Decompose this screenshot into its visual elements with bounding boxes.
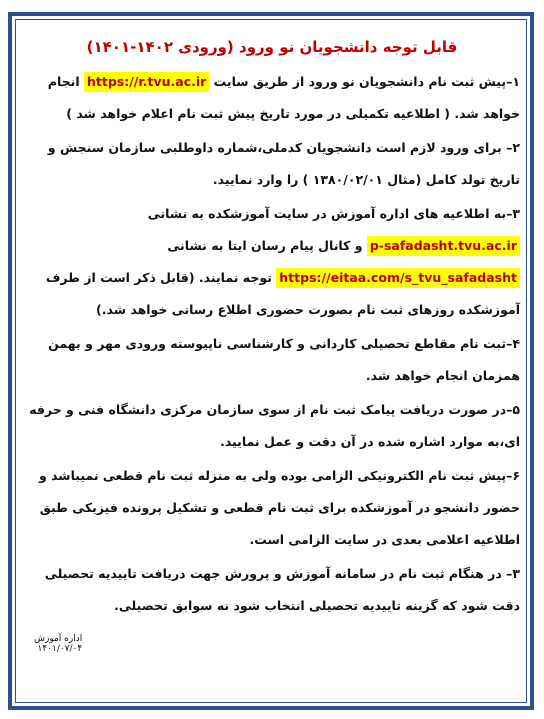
item-4: ۴–ثبت نام مقاطع تحصیلی کاردانی و کارشناسی ناپیوسته ورودی مهر و بهمن همزمان انجام خواهد شد. xyxy=(48,336,520,383)
item-6: ۶–پیش ثبت نام الکترونیکی الزامی بوده ولی به منزله ثبت نام قطعی نمیباشد و حضور دانشجو در آموزشکده برای ثبت نام قطعی و تشکیل پرونده فیزیکی طبق اطلاعیه اعلامی بعدی در سایت الزامی است. xyxy=(38,468,520,547)
item-1-after: انجام خواهد شد. ( اطلاعیه تکمیلی در مورد تاریخ پیش ثبت نام اعلام خواهد شد ) xyxy=(47,74,520,121)
footer-office: اداره آموزش xyxy=(34,634,83,644)
item-1 xyxy=(24,66,520,130)
item-5: ۵–در صورت دریافت پیامک ثبت نام از سوی سازمان مرکزی دانشگاه فنی و حرفه ای،به موارد اشاره شده در آن دقت و عمل نمایید. xyxy=(29,402,520,449)
item-1-before: ۱–پیش ثبت نام دانشجویان نو ورود از طریق سایت xyxy=(209,74,520,89)
item-3-middle: و کانال پیام رسان ایتا به نشانی xyxy=(167,238,367,253)
document-title: قابل توجه دانشجویان نو ورود (ورودی ۱۴۰۲-۱۴۰۱) xyxy=(86,38,458,56)
item-3 xyxy=(24,198,520,326)
item-3-link-website[interactable]: p-safadasht.tvu.ac.ir xyxy=(367,236,520,256)
item-3-before: ۳–به اطلاعیه های اداره آموزش در سایت آموزشکده به نشانی xyxy=(147,206,520,221)
document-frame xyxy=(8,12,534,710)
item-2: ۲– برای ورود لازم است دانشجویان کدملی،شماره داوطلبی سازمان سنجش و تاریخ تولد کامل (مثال ۱۳۸۰/۰۲/۰۱ ) را وارد نمایید. xyxy=(47,140,520,187)
document-content xyxy=(24,38,520,624)
document-footer xyxy=(34,634,82,654)
footer-date: ۱۴۰۱/۰۷/۰۴ xyxy=(37,644,83,654)
item-3-link-eitaa[interactable]: https://eitaa.com/s_tvu_safadasht xyxy=(276,268,520,288)
item-3-after: توجه نمایند. (قابل ذکر است از طرف آموزشکده روزهای ثبت نام بصورت حضوری اطلاع رسانی خواهد شد.) xyxy=(45,270,520,317)
item-1-link[interactable]: https://r.tvu.ac.ir xyxy=(84,72,209,92)
item-7: ۳– در هنگام ثبت نام در سامانه آموزش و پرورش جهت دریافت تاییدیه تحصیلی دقت شود که گزینه تاییدیه تحصیلی انتخاب شود نه سوابق تحصیلی. xyxy=(44,566,520,613)
